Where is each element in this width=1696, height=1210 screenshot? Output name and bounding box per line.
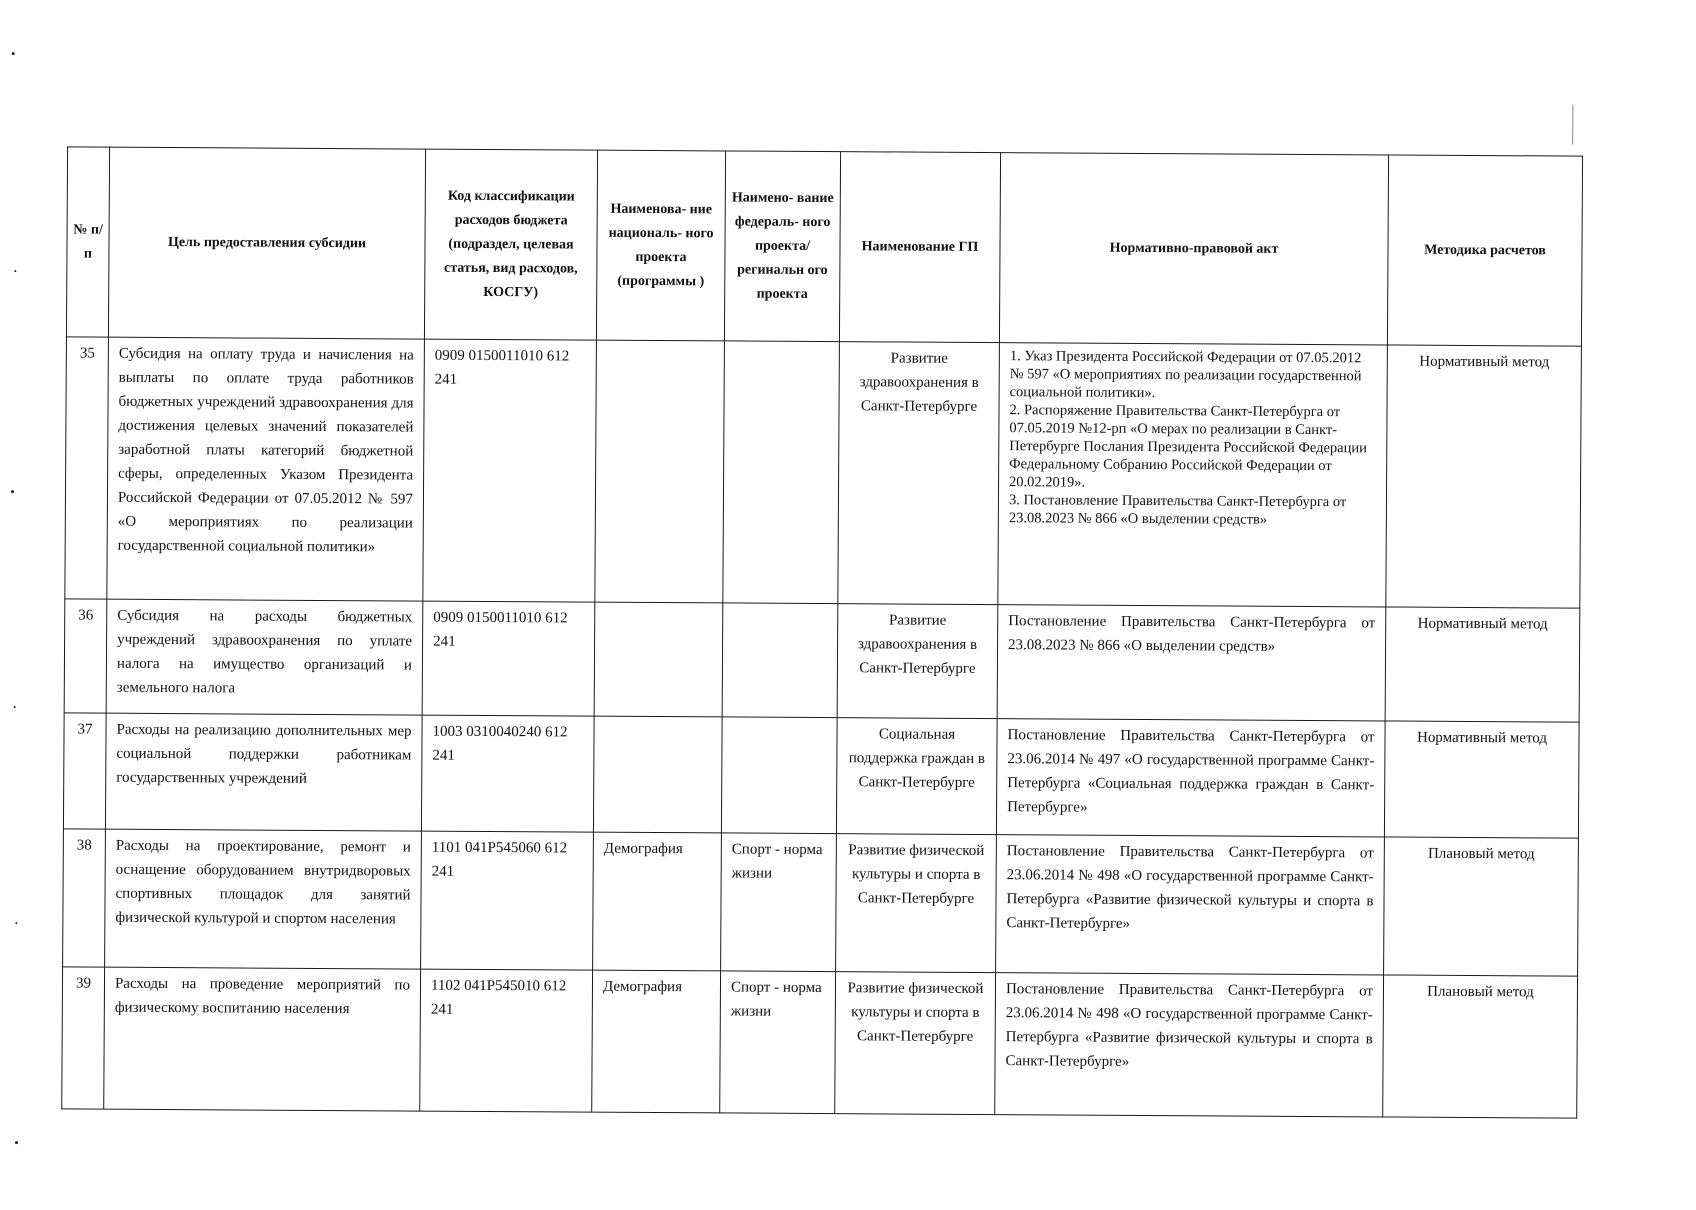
row-goal: Расходы на реализацию дополнительных мер социальной поддержки работникам государственных учреждений [105, 713, 422, 831]
row-gp: Развитие здравоохранения в Санкт-Петербурге [838, 342, 1000, 605]
row-legal-act: Постановление Правительства Санкт-Петербурга от 23.08.2023 № 866 «О выделении средств» [997, 605, 1386, 721]
row-gp: Развитие физической культуры и спорта в Санкт-Петербурге [836, 834, 997, 973]
subsidy-table [61, 146, 1583, 1118]
header-code: Код классификации расходов бюджета (подраздел, целевая статья, вид расходов, КОСГУ) [424, 149, 597, 340]
row-national-project [593, 716, 722, 833]
table-row [64, 599, 1580, 722]
row-number: 39 [62, 967, 105, 1109]
scan-speck [15, 1141, 18, 1144]
legal-act-item: 1. Указ Президента Российской Федерации от 07.05.2012 № 597 «О мероприятиях по реализации государственной социальной политики». [1009, 348, 1362, 402]
row-number: 37 [63, 713, 106, 829]
row-goal: Субсидия на расходы бюджетных учреждений здравоохранения по уплате налога на имущество организаций и земельного налога [106, 599, 423, 715]
row-national-project: Демография [592, 970, 721, 1113]
table-row [62, 967, 1578, 1118]
scan-speck [11, 490, 14, 493]
row-legal-act [998, 343, 1388, 607]
row-federal-project [722, 603, 838, 718]
row-code: 0909 0150011010 612 241 [422, 601, 595, 716]
row-goal: Субсидия на оплату труда и начисления на выплаты по оплате труда работников бюджетных учреждений здравоохранения для достижения целевых значений показателей заработной платы категорий бюджетной сферы, определенных Указом Президента Российской Федерации от 07.05.2012 № 597 «О мероприятиях по реализации государственной социальной политики» [107, 337, 425, 601]
row-code: 1003 0310040240 612 241 [421, 715, 594, 832]
legal-act-item: 2. Распоряжение Правительства Санкт-Петербурга от 07.05.2019 №12-рп «О мерах по реализации в Санкт-Петербурге Послания Президента Российской Федерации Федеральному Собранию Российской Федерации от 20.02.2019». [1009, 402, 1367, 491]
row-legal-act: Постановление Правительства Санкт-Петербурга от 23.06.2014 № 498 «О государственной программе Санкт-Петербурга «Развитие физической культуры и спорта в Санкт-Петербурге» [996, 835, 1385, 975]
row-national-project [594, 602, 723, 717]
row-goal: Расходы на проведение мероприятий по физическому воспитанию населения [104, 967, 421, 1111]
table-row [63, 829, 1579, 976]
row-method: Плановый метод [1383, 975, 1578, 1118]
row-national-project [595, 340, 725, 603]
row-gp: Развитие физической культуры и спорта в Санкт-Петербурге [835, 972, 996, 1115]
row-federal-project [721, 717, 837, 834]
scan-artifact-line [1572, 105, 1573, 145]
row-national-project: Демография [593, 832, 722, 971]
scan-speck [12, 52, 15, 55]
header-num: № п/ п [66, 147, 109, 337]
row-method: Плановый метод [1384, 837, 1579, 976]
row-code: 1102 041Р545010 612 241 [420, 969, 593, 1112]
row-gp: Социальная поддержка граждан в Санкт-Петербурге [836, 718, 997, 835]
header-national-project: Наименова- ние националь- ного проекта (программы ) [596, 150, 725, 341]
scan-speck [14, 706, 16, 708]
row-legal-act: Постановление Правительства Санкт-Петербурга от 23.06.2014 № 497 «О государственной программе Санкт-Петербурга «Социальная поддержка граждан в Санкт-Петербурге» [996, 719, 1385, 837]
row-gp: Развитие здравоохранения в Санкт-Петербурге [837, 604, 998, 719]
header-federal-project: Наимено- вание федераль- ного проекта/ регинальн ого проекта [724, 151, 840, 342]
row-goal: Расходы на проектирование, ремонт и оснащение оборудованием внутридворовых спортивных площадок для занятий физической культурой и спортом населения [105, 829, 422, 969]
row-federal-project: Спорт - норма жизни [720, 971, 836, 1114]
row-method: Нормативный метод [1386, 345, 1582, 608]
table-row [65, 337, 1582, 608]
row-federal-project: Спорт - норма жизни [721, 833, 837, 972]
row-number: 36 [64, 599, 107, 713]
legal-act-item: 3. Постановление Правительства Санкт-Петербурга от 23.08.2023 № 866 «О выделении средств» [1008, 492, 1347, 528]
row-code: 1101 041Р545060 612 241 [421, 831, 594, 970]
header-gp: Наименование ГП [839, 152, 1000, 343]
header-legal-act: Нормативно-правовой акт [999, 153, 1388, 345]
scan-speck [15, 922, 17, 924]
scan-speck [14, 270, 16, 272]
header-goal: Цель предоставления субсидии [108, 147, 425, 339]
row-federal-project [723, 341, 840, 604]
row-legal-act: Постановление Правительства Санкт-Петербурга от 23.06.2014 № 498 «О государственной программе Санкт-Петербурга «Развитие физической культуры и спорта в Санкт-Петербурге» [995, 973, 1384, 1117]
header-method: Методика расчетов [1387, 155, 1582, 346]
row-number: 38 [63, 829, 106, 967]
table-header-row [66, 147, 1582, 346]
row-code: 0909 0150011010 612 241 [423, 339, 597, 602]
row-number: 35 [65, 337, 109, 599]
row-method: Нормативный метод [1385, 607, 1580, 722]
row-method: Нормативный метод [1384, 721, 1579, 838]
table-row [63, 713, 1579, 838]
